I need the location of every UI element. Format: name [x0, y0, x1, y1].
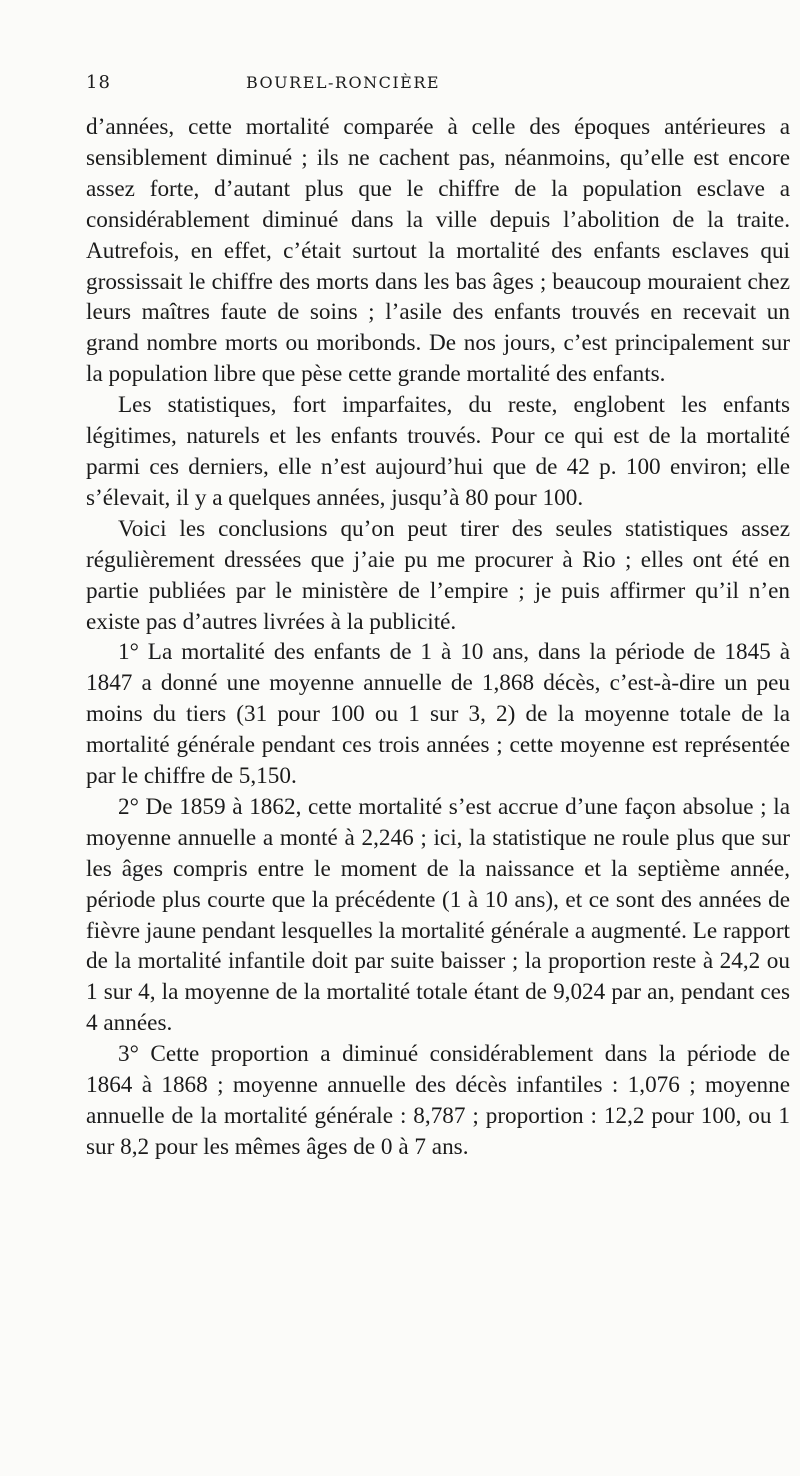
paragraph-conclusions: Voici les conclusions qu’on peut tirer des seules statistiques assez régulièrement dressées que j’aie pu me procurer à Rio ; elles ont été en partie publiées par le ministère de l’empire ; je puis affirmer qu’il n’en existe pas d’autres livrées à la publicité. [86, 515, 790, 635]
body-text [86, 112, 790, 1163]
paragraph-point-1: 1° La mortalité des enfants de 1 à 10 ans, dans la période de 1845 à 1847 a donné une moyenne annuelle de 1,868 décès, c’est-à-dire un peu moins du tiers (31 pour 100 ou 1 sur 3, 2) de la moyenne totale de la mortalité générale pendant ces trois années ; cette moyenne est représentée par le chiffre de 5,150. [86, 639, 790, 790]
paragraph-statistics: Les statistiques, fort imparfaites, du reste, englobent les enfants légitimes, naturels et les enfants trouvés. Pour ce qui est de la mortalité parmi ces derniers, elle n’est aujourd’hui que de 42 p. 100 environ; elle s’élevait, il y a quelques années, jusqu’à 80 pour 100. [86, 392, 790, 511]
paragraph-continuation: d’années, cette mortalité comparée à celle des époques antérieures a sensiblement diminué ; ils ne cachent pas, néanmoins, qu’elle est encore assez forte, d’autant plus que le chiffre de la population esclave a considérablement diminué dans la ville depuis l’abolition de la traite. Autrefois, en effet, c’était surtout la mortalité des enfants esclaves qui grossissait le chiffre des morts dans les bas âges ; beaucoup mouraient chez leurs maîtres faute de soins ; l’asile des enfants trouvés en recevait un grand nombre morts ou moribonds. De nos jours, c’est principalement sur la population libre que pèse cette grande mortalité des enfants. [86, 114, 790, 388]
paragraph-point-2: 2° De 1859 à 1862, cette mortalité s’est accrue d’une façon absolue ; la moyenne annuelle a monté à 2,246 ; ici, la statistique ne roule plus que sur les âges compris entre le moment de la naissance et la septième année, période plus courte que la précédente (1 à 10 ans), et ce sont des années de fièvre jaune pendant lesquelles la mortalité générale a augmenté. Le rapport de la mortalité infantile doit par suite baisser ; la proportion reste à 24,2 ou 1 sur 4, la moyenne de la mortalité totale étant de 9,024 par an, pendant ces 4 années. [86, 793, 790, 1037]
page-number: 18 [86, 72, 111, 93]
paragraph-point-3: 3° Cette proportion a diminué considérablement dans la période de 1864 à 1868 ; moyenne annuelle des décès infantiles : 1,076 ; moyenne annuelle de la mortalité générale : 8,787 ; proportion : 12,2 pour 100, ou 1 sur 8,2 pour les mêmes âges de 0 à 7 ans. [86, 1041, 790, 1160]
running-title: BOUREL-RONCIÈRE [246, 73, 441, 92]
page-header [86, 72, 790, 98]
book-page [86, 72, 790, 1163]
